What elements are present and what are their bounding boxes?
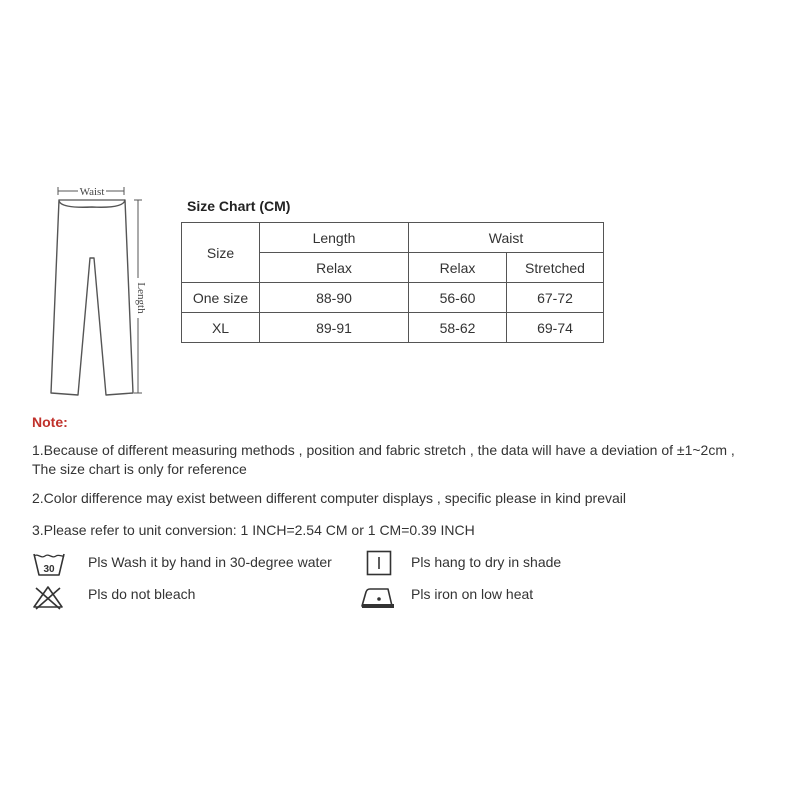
header-waist-relax: Relax — [409, 253, 507, 283]
pants-outline-icon — [38, 178, 153, 408]
cell-length-relax: 89-91 — [260, 313, 409, 343]
size-chart-title: Size Chart (CM) — [187, 198, 291, 214]
cell-waist-stretched: 69-74 — [507, 313, 604, 343]
care-wash-text: Pls Wash it by hand in 30-degree water — [88, 554, 332, 570]
table-row — [182, 283, 604, 313]
wash-temp: 30 — [43, 564, 55, 575]
care-bleach-text: Pls do not bleach — [88, 586, 196, 602]
waist-label: Waist — [79, 186, 105, 198]
length-label: Length — [135, 282, 147, 314]
note-item-1: 1.Because of different measuring methods , position and fabric stretch , the data will have a deviation of ±1~2cm , — [32, 442, 735, 458]
header-length: Length — [260, 223, 409, 253]
hand-wash-icon — [32, 551, 66, 577]
header-size: Size — [182, 223, 260, 283]
table-row — [182, 313, 604, 343]
care-hang-text: Pls hang to dry in shade — [411, 554, 562, 570]
table-header-row — [182, 223, 604, 253]
cell-waist-relax: 58-62 — [409, 313, 507, 343]
pants-diagram — [38, 178, 153, 408]
note-item-1-cont: The size chart is only for reference — [32, 461, 247, 477]
cell-size: XL — [182, 313, 260, 343]
cell-length-relax: 88-90 — [260, 283, 409, 313]
note-title: Note: — [32, 414, 68, 430]
care-iron-text: Pls iron on low heat — [411, 586, 534, 602]
cell-waist-stretched: 67-72 — [507, 283, 604, 313]
cell-waist-relax: 56-60 — [409, 283, 507, 313]
cell-size: One size — [182, 283, 260, 313]
hang-dry-icon — [366, 550, 392, 576]
header-waist: Waist — [409, 223, 604, 253]
header-length-relax: Relax — [260, 253, 409, 283]
iron-low-heat-icon — [360, 584, 398, 610]
size-chart-table — [181, 222, 604, 343]
header-waist-stretched: Stretched — [507, 253, 604, 283]
note-item-3: 3.Please refer to unit conversion: 1 INCH=2.54 CM or 1 CM=0.39 INCH — [32, 522, 475, 538]
note-item-2: 2.Color difference may exist between different computer displays , specific please in kind prevail — [32, 490, 627, 506]
no-bleach-icon — [31, 584, 65, 610]
